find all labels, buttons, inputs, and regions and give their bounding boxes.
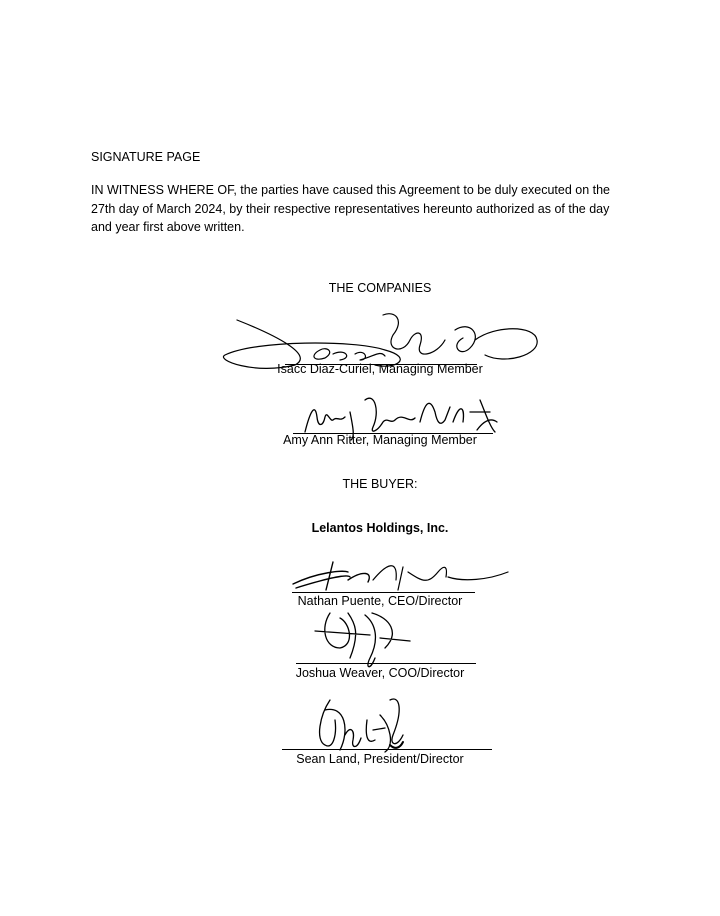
signatory-caption-4: Joshua Weaver, COO/Director bbox=[295, 666, 465, 680]
signatory-caption-2: Amy Ann Ritter, Managing Member bbox=[283, 433, 477, 447]
signatory-caption-5: Sean Land, President/Director bbox=[296, 752, 464, 766]
buyer-entity-name: Lelantos Holdings, Inc. bbox=[311, 521, 449, 535]
signatory-caption-3: Nathan Puente, CEO/Director bbox=[297, 594, 463, 608]
witness-line-3: and year first above written. bbox=[91, 220, 245, 234]
buyer-label: THE BUYER: bbox=[342, 477, 418, 491]
signatory-caption-1: Isacc Diaz-Curiel, Managing Member bbox=[277, 362, 483, 376]
signature-line-4 bbox=[296, 663, 476, 664]
signature-nathan-puente bbox=[288, 552, 513, 597]
signature-line-5 bbox=[282, 749, 492, 750]
signature-line-3 bbox=[292, 592, 475, 593]
witness-line-1: IN WITNESS WHERE OF, the parties have caused this Agreement to be duly executed on the bbox=[91, 183, 611, 197]
companies-label: THE COMPANIES bbox=[328, 281, 432, 295]
page-heading: SIGNATURE PAGE bbox=[91, 150, 201, 164]
witness-line-2: 27th day of March 2024, by their respective representatives hereunto authorized as of the day bbox=[91, 201, 610, 216]
witness-paragraph bbox=[91, 181, 651, 237]
